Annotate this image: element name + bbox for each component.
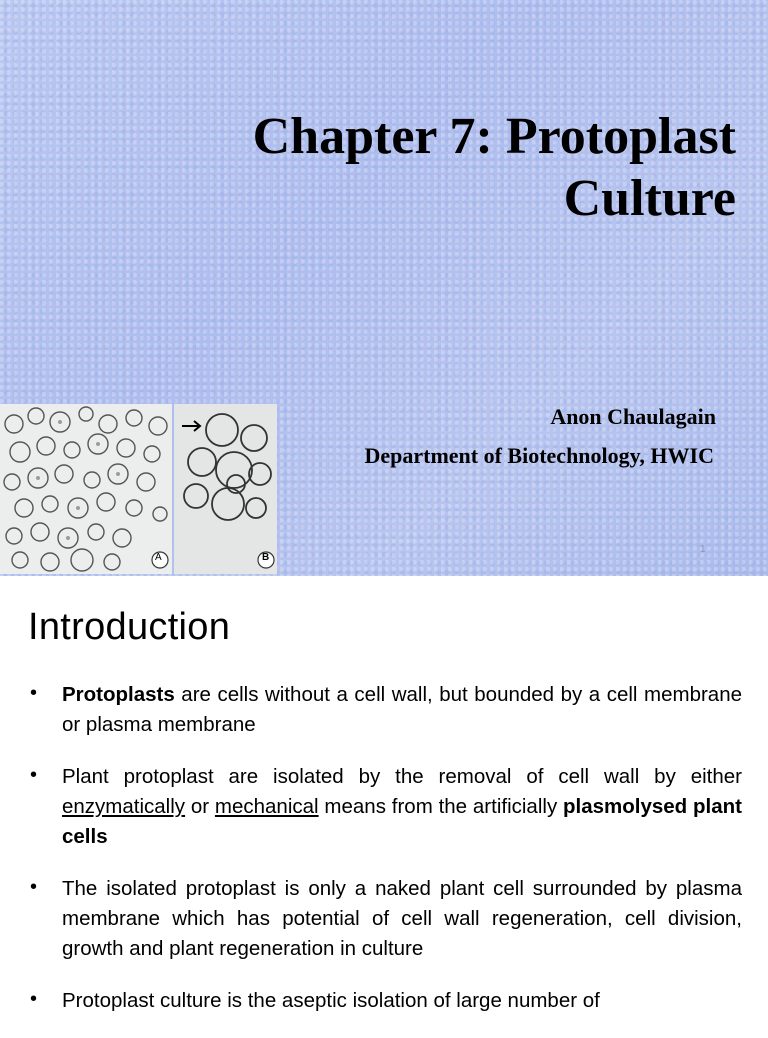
department-name: Department of Biotechnology, HWIC	[364, 443, 714, 468]
bold-term-plasmolysed: plasmolysed plant cells	[62, 795, 742, 848]
protoplast-micrograph-b	[174, 404, 277, 574]
micrograph-label-b: B	[262, 552, 270, 563]
protoplast-micrograph-a	[0, 404, 172, 574]
author-name: Anon Chaulagain	[550, 404, 716, 429]
bullet-list	[30, 680, 742, 1038]
bold-term-protoplasts: Protoplasts	[62, 683, 175, 706]
micrograph-label-a: A	[155, 552, 162, 563]
slide-number: 1	[700, 544, 706, 555]
bullet-text: Protoplast culture is the aseptic isolation of large number of	[62, 989, 600, 1012]
bullet-text: means from the artificially	[318, 795, 564, 818]
underlined-term-enzymatically: enzymatically	[62, 795, 186, 818]
underlined-term-mechanical: mechanical	[214, 795, 319, 818]
bullet-protoplast-culture	[30, 986, 742, 1016]
bullet-naked-plant-cell	[30, 874, 742, 964]
bullet-text: or	[185, 795, 215, 818]
bullet-text: Plant protoplast are isolated by the removal of cell wall by either	[62, 765, 742, 788]
introduction-slide	[0, 576, 768, 1024]
introduction-heading: Introduction	[28, 606, 231, 648]
bullet-protoplasts-definition	[30, 680, 742, 740]
bullet-text: are cells without a cell wall, but bounded by a cell membrane or plasma membrane	[62, 683, 742, 736]
slide-title: Chapter 7: Protoplast Culture	[252, 108, 736, 227]
bullet-isolation-method	[30, 762, 742, 852]
bullet-text: The isolated protoplast is only a naked plant cell surrounded by plasma membrane which has potential of cell wall regeneration, cell division, growth and plant regeneration in culture	[62, 877, 742, 960]
